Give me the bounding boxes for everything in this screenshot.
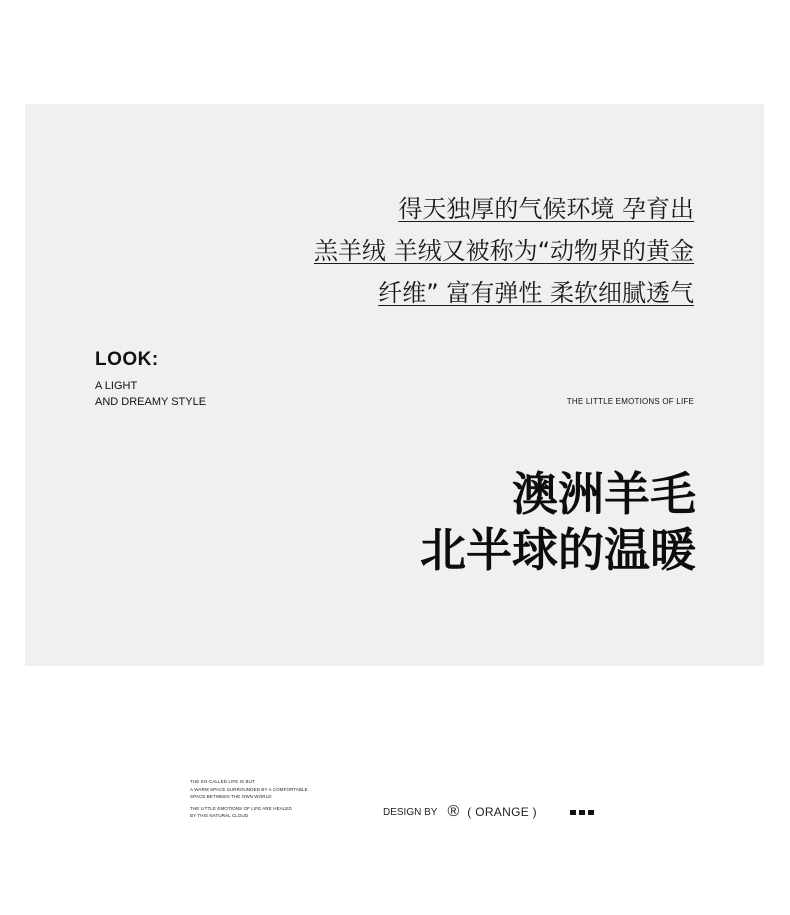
footnote-line: BY THIS NATURAL CLOUD xyxy=(190,813,249,818)
footnote-block-2 xyxy=(190,805,308,820)
footnote-line: A WARM SPACE SURROUNDED BY A COMFORTABLE xyxy=(190,786,308,792)
brand-name: ( ORANGE ) xyxy=(467,805,537,819)
intro-line-1: 得天独厚的气候环境 孕育出 xyxy=(398,195,694,223)
design-label: DESIGN BY xyxy=(383,806,438,818)
dot xyxy=(579,810,585,815)
emotions-label: THE LITTLE EMOTIONS OF LIFE xyxy=(566,397,694,406)
footnote-line: THE LITTLE EMOTIONS OF LIFE ARE HEALED xyxy=(190,805,292,811)
footnote-block-1 xyxy=(190,778,308,801)
registered-icon: ® xyxy=(447,803,460,820)
intro-paragraph xyxy=(314,188,694,314)
design-credit xyxy=(383,804,537,820)
headline-line-2: 北半球的温暖 xyxy=(420,523,696,577)
three-square-dots-icon xyxy=(570,810,594,815)
intro-line-3: 纤维” 富有弹性 柔软细腻透气 xyxy=(378,279,694,307)
headline-line-1: 澳洲羊毛 xyxy=(512,467,696,521)
look-subtitle-line-1: A LIGHT xyxy=(95,380,138,392)
look-subtitle-line-2: AND DREAMY STYLE xyxy=(95,396,207,408)
dot xyxy=(570,810,576,815)
dot xyxy=(588,810,594,815)
look-title: LOOK: xyxy=(95,349,159,370)
footnote-line: THE SO-CALLED LIFE IS BUT xyxy=(190,779,255,784)
intro-line-2: 羔羊绒 羊绒又被称为“动物界的黄金 xyxy=(313,237,694,265)
footnote-line: SPACE BETWEEN THE OWN WORLD xyxy=(190,794,272,799)
hero-panel xyxy=(25,104,764,666)
footnote xyxy=(190,778,308,824)
look-subtitle xyxy=(95,378,206,410)
headline xyxy=(420,466,696,578)
